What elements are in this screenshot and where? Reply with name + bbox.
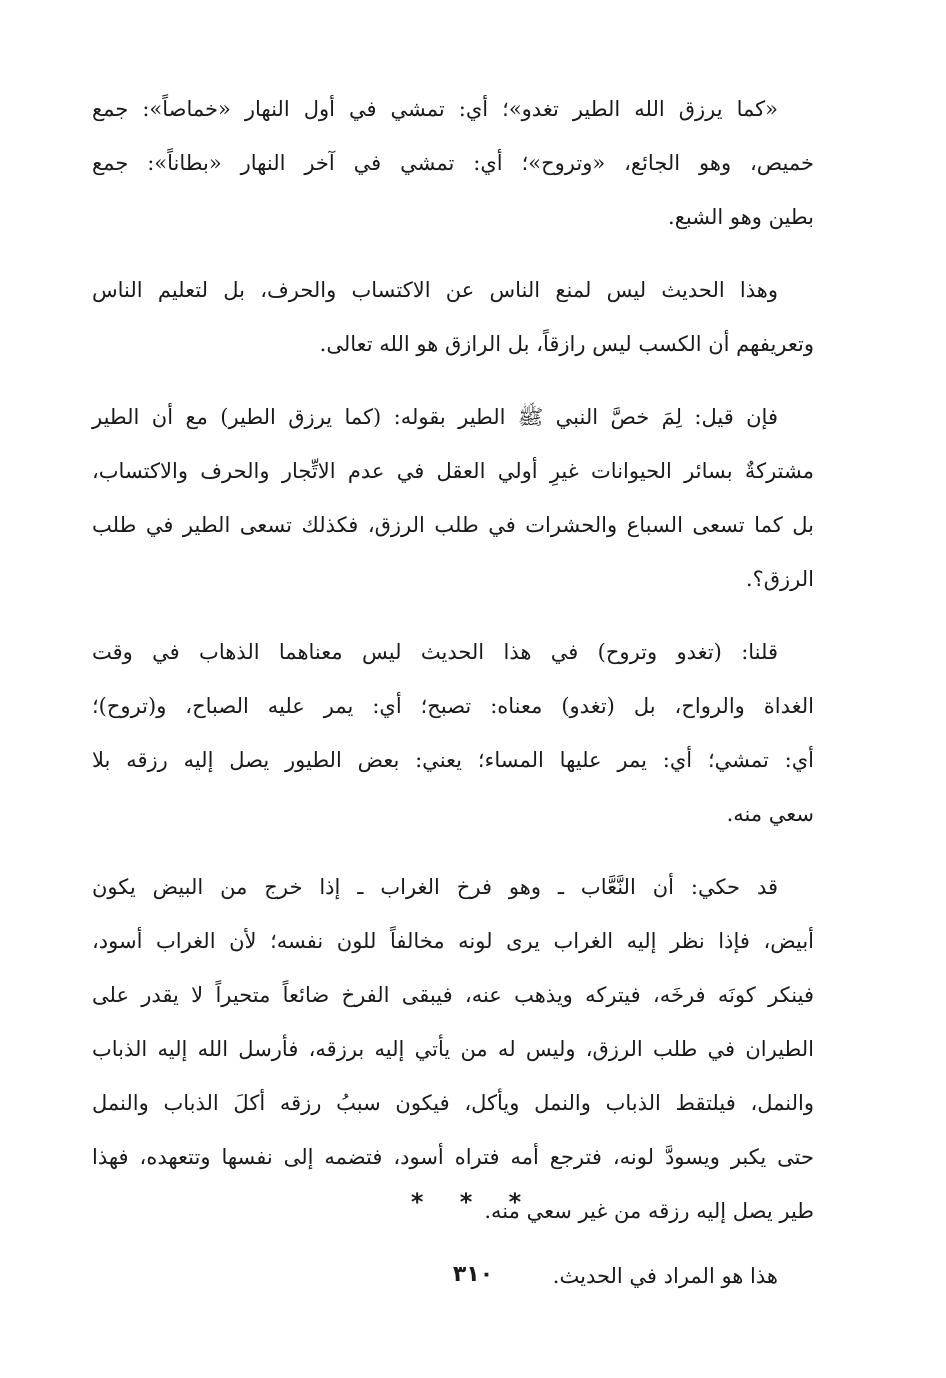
text-line: قلنا: (تغدو وتروح) في هذا الحديث ليس معناهما الذهاب في وقت — [92, 640, 778, 664]
paragraph-question — [92, 390, 814, 606]
text-line: أي: تمشي؛ أي: يمر عليها المساء؛ يعني: بعض الطيور يصل إليه رزقه بلا — [92, 748, 814, 772]
text-line: فينكر كونَه فرخَه، فيتركه ويذهب عنه، فيبقى الفرخ ضائعاً متحيراً لا يقدر على — [92, 983, 814, 1007]
page-body — [92, 82, 814, 1303]
text-line: الطيران في طلب الرزق، وليس له من يأتي إليه برزقه، فأرسل الله إليه الذباب — [92, 1037, 814, 1061]
text-line: أبيض، فإذا نظر إليه الغراب يرى لونه مخالفاً للون نفسه؛ لأن الغراب أسود، — [92, 929, 814, 953]
page-number: ٣١٠ — [452, 1262, 494, 1287]
text-line: الرزق؟. — [745, 567, 814, 591]
closing-line: هذا هو المراد في الحديث. — [552, 1264, 778, 1288]
text-line: خميص، وهو الجائع، «وتروح»؛ أي: تمشي في آخر النهار «بطاناً»: جمع — [92, 151, 814, 175]
text-line: بل كما تسعى السباع والحشرات في طلب الرزق، فكذلك تسعى الطير في طلب — [92, 513, 814, 537]
text-line: فإن قيل: لِمَ خصَّ النبي ﷺ الطير بقوله: (كما يرزق الطير) مع أن الطير — [92, 405, 778, 429]
text-line: حتى يكبر ويسودَّ لونه، فترجع أمه فتراه أسود، فتضمه إلى نفسها وتتعهده، فهذا — [92, 1145, 814, 1169]
text-line: وتعريفهم أن الكسب ليس رازقاً، بل الرازق هو الله تعالى. — [319, 332, 814, 356]
section-separator: * * * — [410, 1188, 536, 1216]
text-line: بطين وهو الشبع. — [668, 205, 814, 229]
paragraph-purpose — [92, 263, 814, 371]
text-line: «كما يرزق الله الطير تغدو»؛ أي: تمشي في أول النهار «خماصاً»: جمع — [92, 97, 778, 121]
paragraph-hadith-explanation — [92, 82, 814, 244]
paragraph-story — [92, 860, 814, 1238]
text-line: قد حكي: أن النَّعَّاب ـ وهو فرخ الغراب ـ إذا خرج من البيض يكون — [92, 875, 778, 899]
text-line: وهذا الحديث ليس لمنع الناس عن الاكتساب والحرف، بل لتعليم الناس — [92, 278, 778, 302]
text-line: سعي منه. — [726, 802, 814, 826]
text-line: مشتركةٌ بسائر الحيوانات غيرِ أولي العقل في عدم الاتِّجار والحرف والاكتساب، — [92, 459, 814, 483]
text-line: طير يصل إليه رزقه من غير سعي منه. — [484, 1199, 814, 1223]
text-line: والنمل، فيلتقط الذباب والنمل ويأكل، فيكون سببُ رزقه أكلَ الذباب والنمل — [92, 1091, 814, 1115]
paragraph-answer — [92, 625, 814, 841]
text-line: الغداة والرواح، بل (تغدو) معناه: تصبح؛ أي: يمر عليه الصباح، و(تروح)؛ — [92, 694, 814, 718]
